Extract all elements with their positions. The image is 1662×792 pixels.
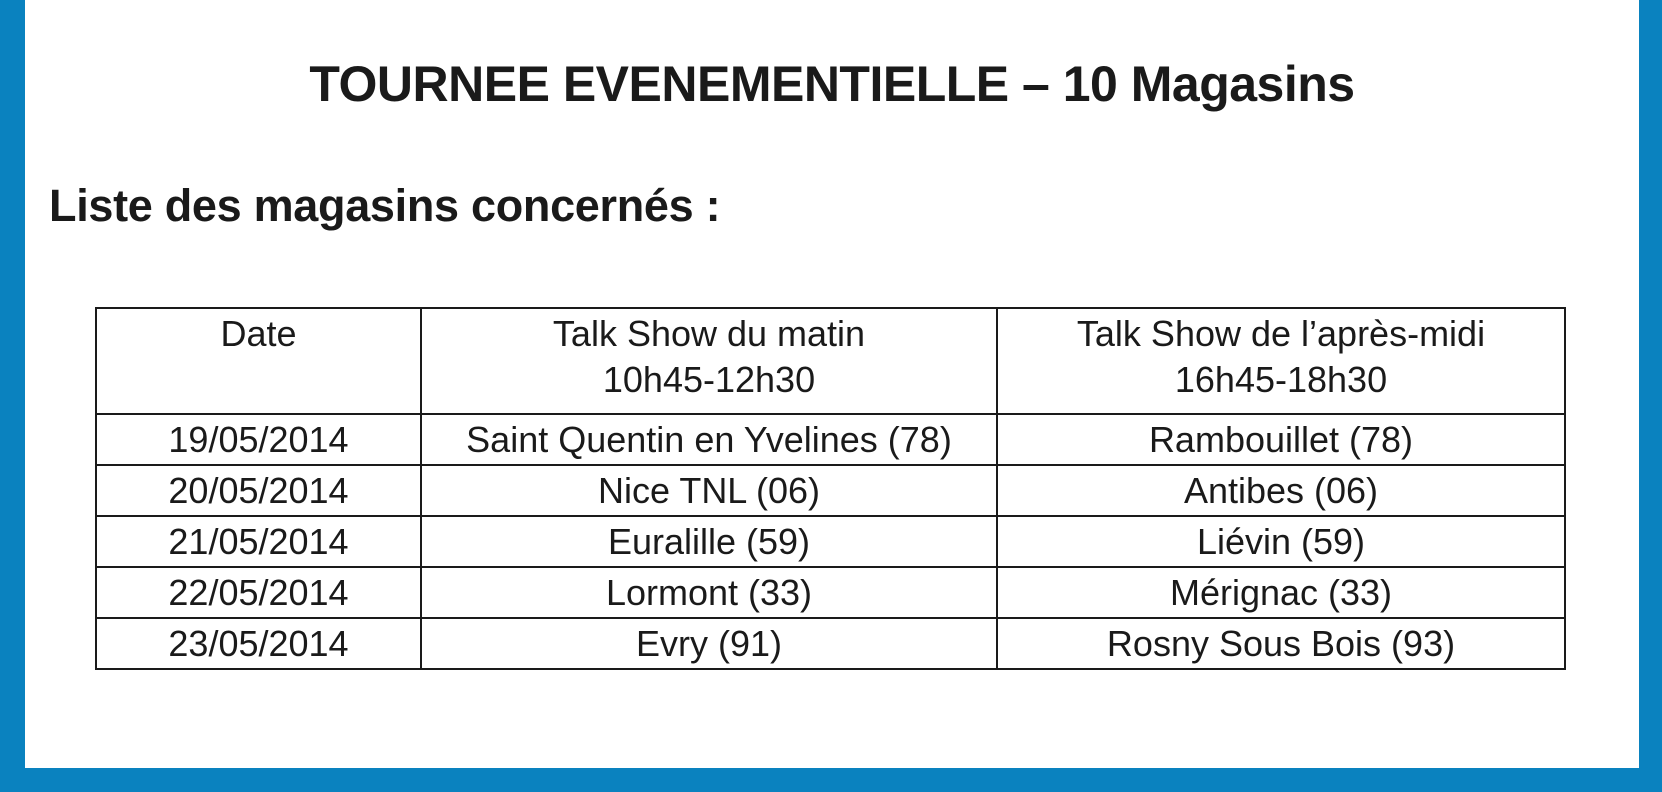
table-row xyxy=(96,567,1565,618)
cell-date: 19/05/2014 xyxy=(96,414,421,465)
store-list-heading: Liste des magasins concernés : xyxy=(49,180,721,231)
cell-date: 22/05/2014 xyxy=(96,567,421,618)
header-afternoon xyxy=(997,308,1565,414)
table-row xyxy=(96,414,1565,465)
cell-afternoon-store: Rambouillet (78) xyxy=(997,414,1565,465)
header-date xyxy=(96,308,421,414)
document-page xyxy=(25,0,1639,768)
cell-morning-store: Euralille (59) xyxy=(421,516,997,567)
cell-afternoon-store: Antibes (06) xyxy=(997,465,1565,516)
cell-afternoon-store: Rosny Sous Bois (93) xyxy=(997,618,1565,669)
cell-morning-store: Saint Quentin en Yvelines (78) xyxy=(421,414,997,465)
table-row xyxy=(96,465,1565,516)
table-row xyxy=(96,618,1565,669)
header-afternoon-title: Talk Show de l’après-midi xyxy=(1076,313,1486,354)
header-morning xyxy=(421,308,997,414)
cell-date: 20/05/2014 xyxy=(96,465,421,516)
cell-date: 21/05/2014 xyxy=(96,516,421,567)
store-schedule-table xyxy=(95,307,1566,670)
cell-morning-store: Lormont (33) xyxy=(421,567,997,618)
cell-afternoon-store: Mérignac (33) xyxy=(997,567,1565,618)
page-title: TOURNEE EVENEMENTIELLE – 10 Magasins xyxy=(309,56,1355,112)
cell-afternoon-store: Liévin (59) xyxy=(997,516,1565,567)
cell-morning-store: Nice TNL (06) xyxy=(421,465,997,516)
header-afternoon-time: 16h45-18h30 xyxy=(1174,359,1388,400)
cell-morning-store: Evry (91) xyxy=(421,618,997,669)
header-date-label: Date xyxy=(220,313,297,354)
table-header-row xyxy=(96,308,1565,414)
cell-date: 23/05/2014 xyxy=(96,618,421,669)
table-row xyxy=(96,516,1565,567)
header-morning-time: 10h45-12h30 xyxy=(602,359,816,400)
header-morning-title: Talk Show du matin xyxy=(552,313,866,354)
